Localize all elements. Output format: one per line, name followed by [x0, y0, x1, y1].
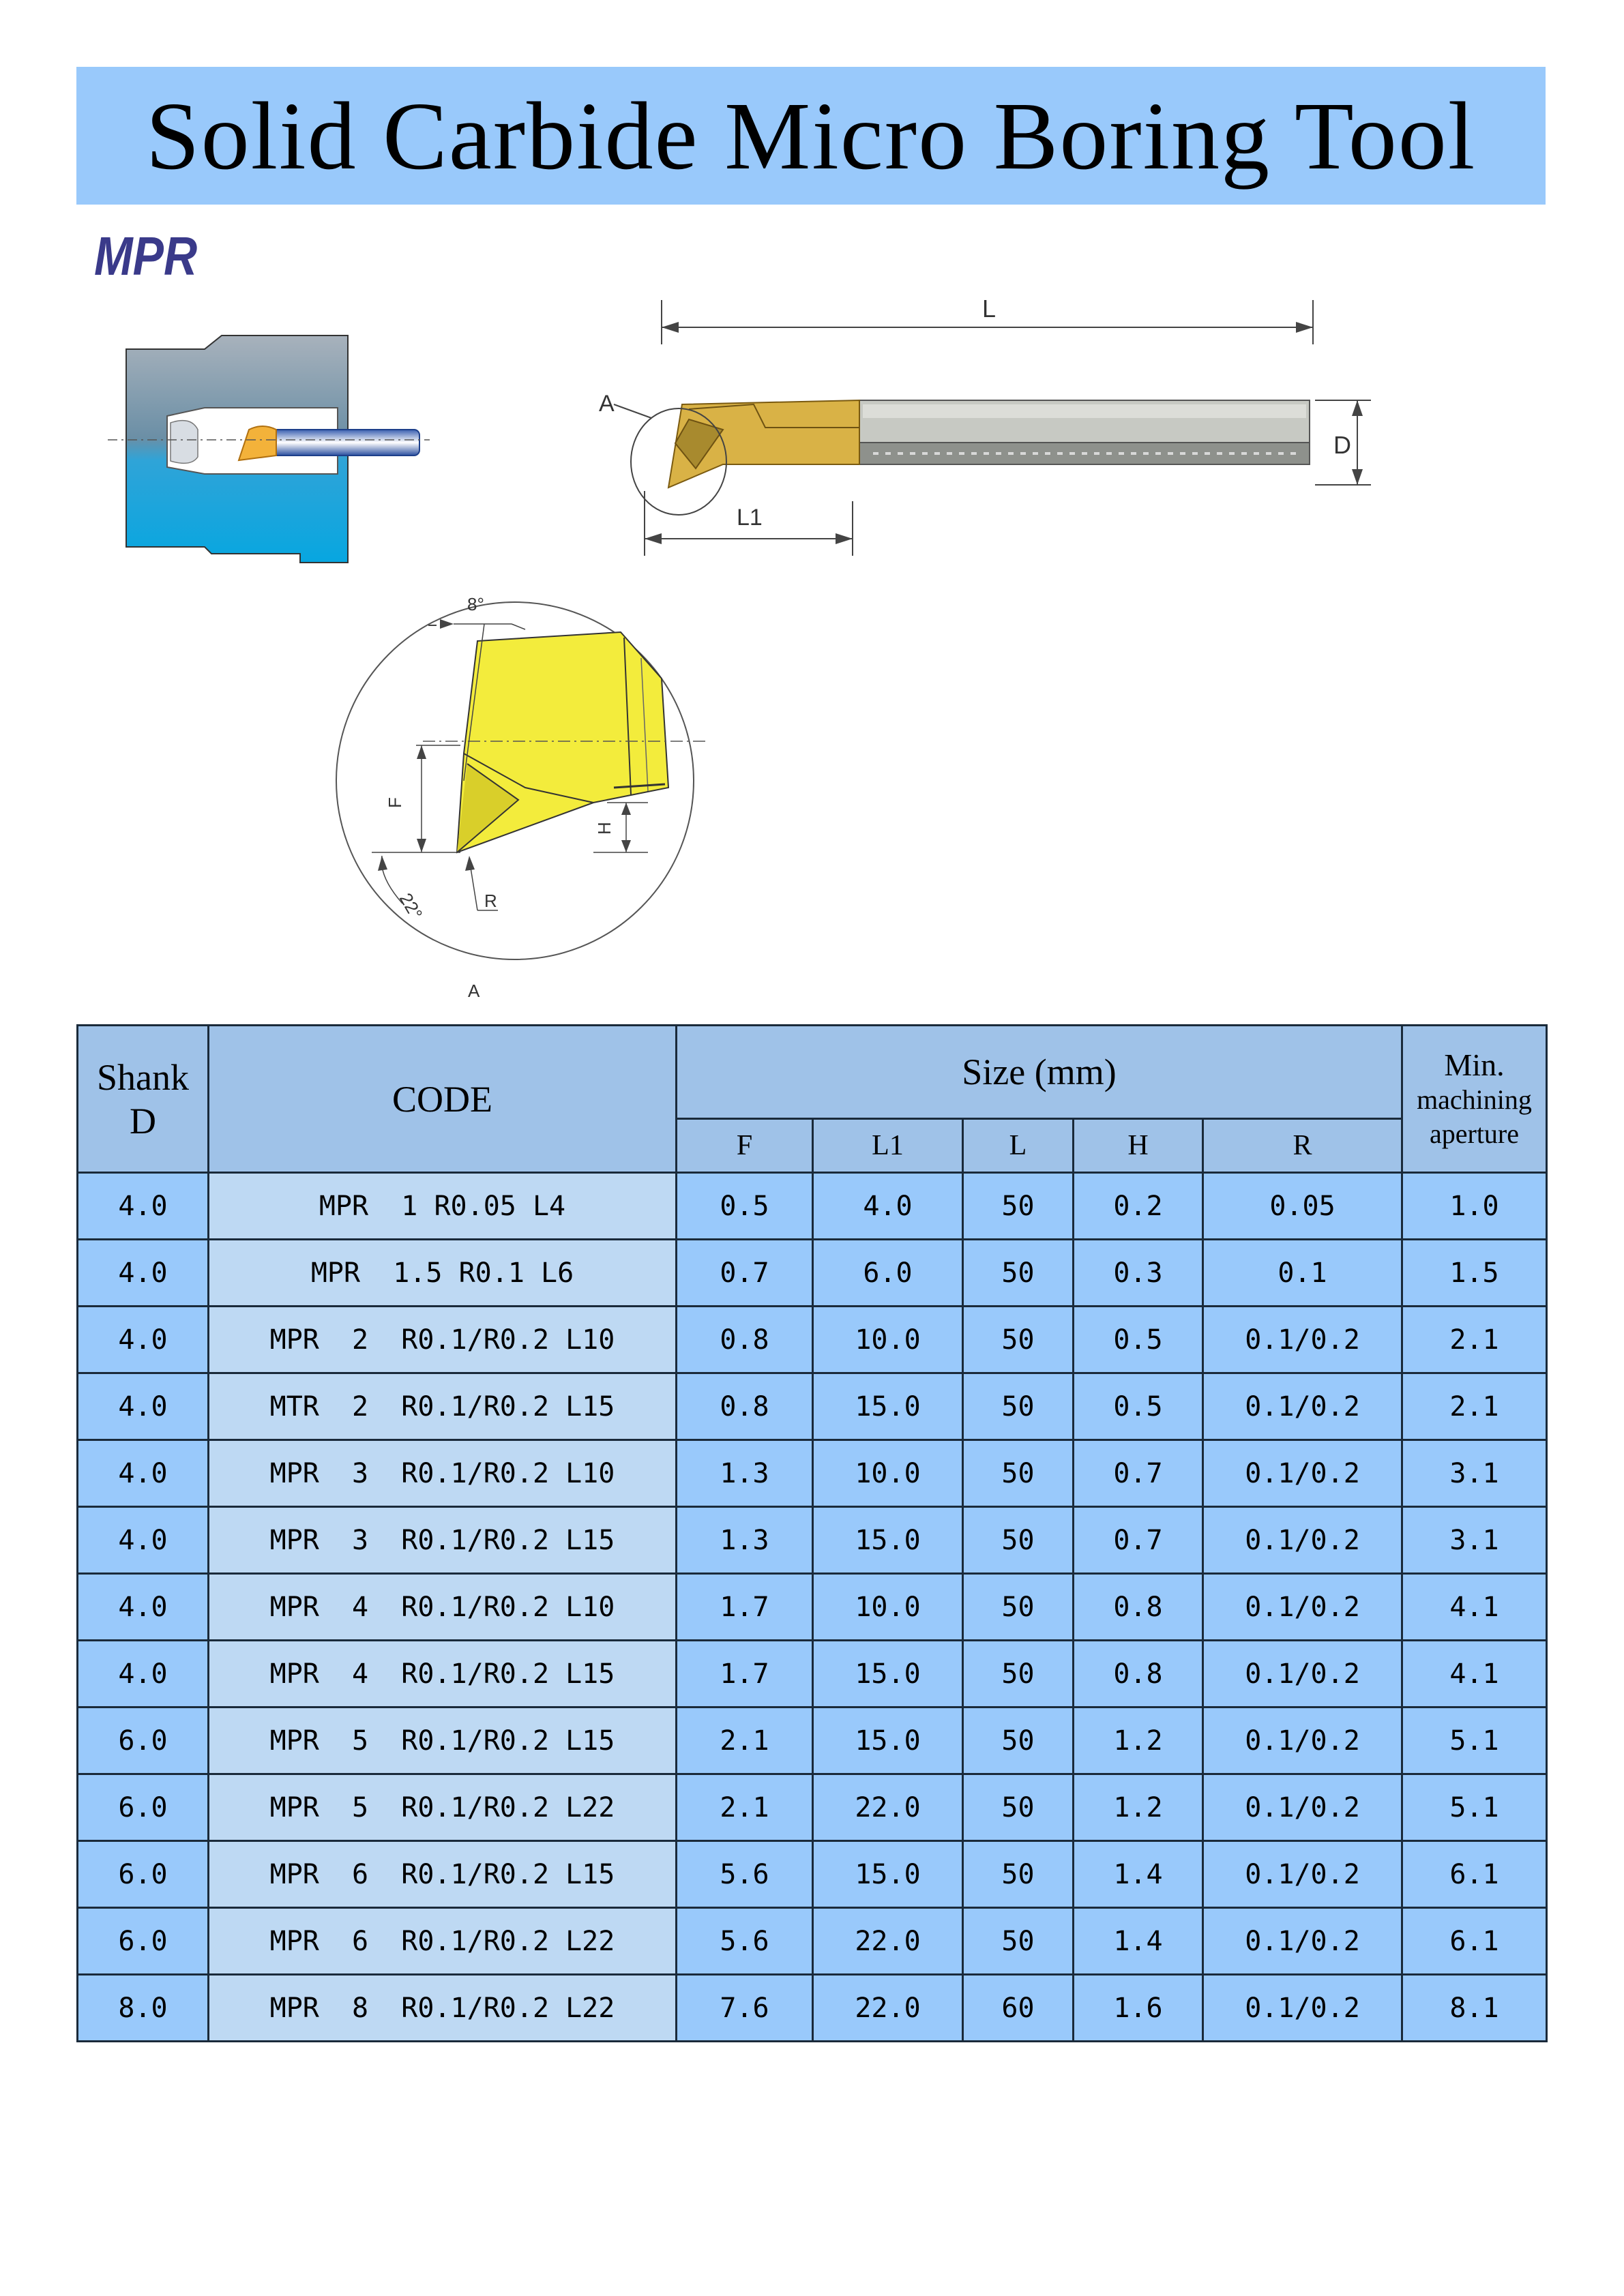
dim-F-label: F	[385, 797, 405, 808]
spec-table	[76, 1024, 1548, 2042]
cell-min: 4.1	[1402, 1574, 1547, 1641]
cell-min: 3.1	[1402, 1440, 1547, 1507]
table-row	[78, 1574, 1547, 1641]
cell-f: 0.5	[677, 1173, 813, 1240]
cell-f: 1.3	[677, 1507, 813, 1574]
cell-r: 0.1	[1203, 1240, 1402, 1307]
cell-code: MPR 1.5 R0.1 L6	[209, 1240, 677, 1307]
cell-min: 2.1	[1402, 1373, 1547, 1440]
cell-d: 4.0	[78, 1507, 209, 1574]
cell-h: 0.7	[1074, 1507, 1203, 1574]
cell-code: MPR 4 R0.1/R0.2 L10	[209, 1574, 677, 1641]
cell-l1: 10.0	[813, 1440, 963, 1507]
cell-code: MPR 6 R0.1/R0.2 L15	[209, 1841, 677, 1908]
cell-h: 0.5	[1074, 1373, 1203, 1440]
cell-min: 2.1	[1402, 1307, 1547, 1373]
radius-R-label: R	[484, 891, 497, 911]
cell-code: MPR 2 R0.1/R0.2 L10	[209, 1307, 677, 1373]
cell-min: 6.1	[1402, 1841, 1547, 1908]
cell-d: 4.0	[78, 1173, 209, 1240]
cell-h: 0.2	[1074, 1173, 1203, 1240]
cell-f: 5.6	[677, 1908, 813, 1975]
cell-l: 50	[963, 1307, 1074, 1373]
cell-f: 2.1	[677, 1708, 813, 1774]
dim-D-label: D	[1333, 431, 1351, 459]
dim-H-label: H	[594, 822, 615, 835]
cell-r: 0.1/0.2	[1203, 1507, 1402, 1574]
table-row	[78, 1841, 1547, 1908]
cell-l1: 15.0	[813, 1641, 963, 1708]
cell-min: 1.0	[1402, 1173, 1547, 1240]
cell-f: 2.1	[677, 1774, 813, 1841]
table-row	[78, 1240, 1547, 1307]
boring-illustration	[102, 327, 437, 573]
cell-l1: 22.0	[813, 1975, 963, 2042]
cell-min: 5.1	[1402, 1708, 1547, 1774]
cell-code: MPR 8 R0.1/R0.2 L22	[209, 1975, 677, 2042]
cell-h: 0.7	[1074, 1440, 1203, 1507]
tool-dimension-drawing	[587, 283, 1391, 569]
cell-l1: 15.0	[813, 1708, 963, 1774]
cell-l: 50	[963, 1373, 1074, 1440]
cell-h: 1.2	[1074, 1774, 1203, 1841]
cell-min: 1.5	[1402, 1240, 1547, 1307]
table-row	[78, 1708, 1547, 1774]
cell-l1: 22.0	[813, 1908, 963, 1975]
header-f: F	[677, 1119, 813, 1173]
cell-d: 6.0	[78, 1841, 209, 1908]
cell-l: 50	[963, 1507, 1074, 1574]
cell-l: 50	[963, 1841, 1074, 1908]
cell-l: 50	[963, 1641, 1074, 1708]
detail-A-label: A	[599, 391, 615, 417]
cell-h: 1.6	[1074, 1975, 1203, 2042]
title-banner	[76, 67, 1546, 205]
cell-f: 0.8	[677, 1373, 813, 1440]
cell-code: MPR 5 R0.1/R0.2 L15	[209, 1708, 677, 1774]
cell-d: 4.0	[78, 1307, 209, 1373]
cell-l1: 10.0	[813, 1307, 963, 1373]
cell-r: 0.1/0.2	[1203, 1641, 1402, 1708]
page-title: Solid Carbide Micro Boring Tool	[145, 82, 1477, 190]
table-row	[78, 1173, 1547, 1240]
cell-code: MPR 1 R0.05 L4	[209, 1173, 677, 1240]
cell-r: 0.1/0.2	[1203, 1440, 1402, 1507]
cell-r: 0.1/0.2	[1203, 1774, 1402, 1841]
cell-min: 6.1	[1402, 1908, 1547, 1975]
cell-l: 50	[963, 1173, 1074, 1240]
cell-f: 0.7	[677, 1240, 813, 1307]
header-min-aperture: Min. machining aperture	[1402, 1026, 1547, 1173]
cell-l1: 6.0	[813, 1240, 963, 1307]
cell-d: 4.0	[78, 1641, 209, 1708]
cell-r: 0.1/0.2	[1203, 1307, 1402, 1373]
tip-detail-drawing	[321, 583, 730, 1006]
header-l1: L1	[813, 1119, 963, 1173]
cell-l: 50	[963, 1908, 1074, 1975]
angle-8-label: 8°	[467, 594, 484, 614]
header-h: H	[1074, 1119, 1203, 1173]
cell-h: 0.5	[1074, 1307, 1203, 1373]
header-r: R	[1203, 1119, 1402, 1173]
table-row	[78, 1373, 1547, 1440]
cell-f: 0.8	[677, 1307, 813, 1373]
cell-code: MPR 5 R0.1/R0.2 L22	[209, 1774, 677, 1841]
cell-d: 4.0	[78, 1574, 209, 1641]
header-size: Size (mm)	[677, 1026, 1402, 1119]
cell-code: MPR 6 R0.1/R0.2 L22	[209, 1908, 677, 1975]
header-code: CODE	[209, 1026, 677, 1173]
cell-r: 0.1/0.2	[1203, 1841, 1402, 1908]
cell-l1: 15.0	[813, 1373, 963, 1440]
table-row	[78, 1507, 1547, 1574]
cell-code: MPR 4 R0.1/R0.2 L15	[209, 1641, 677, 1708]
angle-22-label: 22°	[395, 889, 427, 923]
cell-h: 1.2	[1074, 1708, 1203, 1774]
detail-caption: A	[468, 981, 480, 1001]
cell-d: 4.0	[78, 1373, 209, 1440]
cell-h: 0.8	[1074, 1574, 1203, 1641]
cell-f: 1.7	[677, 1574, 813, 1641]
cell-f: 7.6	[677, 1975, 813, 2042]
table-row	[78, 1307, 1547, 1373]
cell-f: 1.3	[677, 1440, 813, 1507]
cell-h: 0.8	[1074, 1641, 1203, 1708]
table-row	[78, 1774, 1547, 1841]
cell-r: 0.1/0.2	[1203, 1574, 1402, 1641]
table-row	[78, 1641, 1547, 1708]
cell-l: 50	[963, 1574, 1074, 1641]
cell-r: 0.1/0.2	[1203, 1373, 1402, 1440]
header-shank: Shank D	[78, 1026, 209, 1173]
cell-r: 0.05	[1203, 1173, 1402, 1240]
table-row	[78, 1440, 1547, 1507]
cell-d: 6.0	[78, 1708, 209, 1774]
cell-l1: 4.0	[813, 1173, 963, 1240]
cell-min: 5.1	[1402, 1774, 1547, 1841]
cell-f: 1.7	[677, 1641, 813, 1708]
cell-code: MPR 3 R0.1/R0.2 L10	[209, 1440, 677, 1507]
cell-l: 60	[963, 1975, 1074, 2042]
cell-d: 6.0	[78, 1774, 209, 1841]
cell-f: 5.6	[677, 1841, 813, 1908]
cell-h: 1.4	[1074, 1841, 1203, 1908]
header-l: L	[963, 1119, 1074, 1173]
cell-d: 6.0	[78, 1908, 209, 1975]
cell-r: 0.1/0.2	[1203, 1708, 1402, 1774]
cell-h: 1.4	[1074, 1908, 1203, 1975]
dim-L-label: L	[981, 295, 996, 323]
series-label: MPR	[94, 226, 198, 286]
cell-d: 8.0	[78, 1975, 209, 2042]
cell-code: MPR 3 R0.1/R0.2 L15	[209, 1507, 677, 1574]
cell-min: 3.1	[1402, 1507, 1547, 1574]
cell-l: 50	[963, 1440, 1074, 1507]
cell-l: 50	[963, 1774, 1074, 1841]
table-row	[78, 1908, 1547, 1975]
dim-L1-label: L1	[737, 505, 763, 531]
cell-min: 4.1	[1402, 1641, 1547, 1708]
cell-r: 0.1/0.2	[1203, 1908, 1402, 1975]
cell-l1: 22.0	[813, 1774, 963, 1841]
cell-h: 0.3	[1074, 1240, 1203, 1307]
cell-l: 50	[963, 1240, 1074, 1307]
cell-l1: 15.0	[813, 1841, 963, 1908]
cell-r: 0.1/0.2	[1203, 1975, 1402, 2042]
cell-l: 50	[963, 1708, 1074, 1774]
table-row	[78, 1975, 1547, 2042]
cell-l1: 15.0	[813, 1507, 963, 1574]
cell-l1: 10.0	[813, 1574, 963, 1641]
cell-code: MTR 2 R0.1/R0.2 L15	[209, 1373, 677, 1440]
cell-d: 4.0	[78, 1240, 209, 1307]
cell-d: 4.0	[78, 1440, 209, 1507]
cell-min: 8.1	[1402, 1975, 1547, 2042]
